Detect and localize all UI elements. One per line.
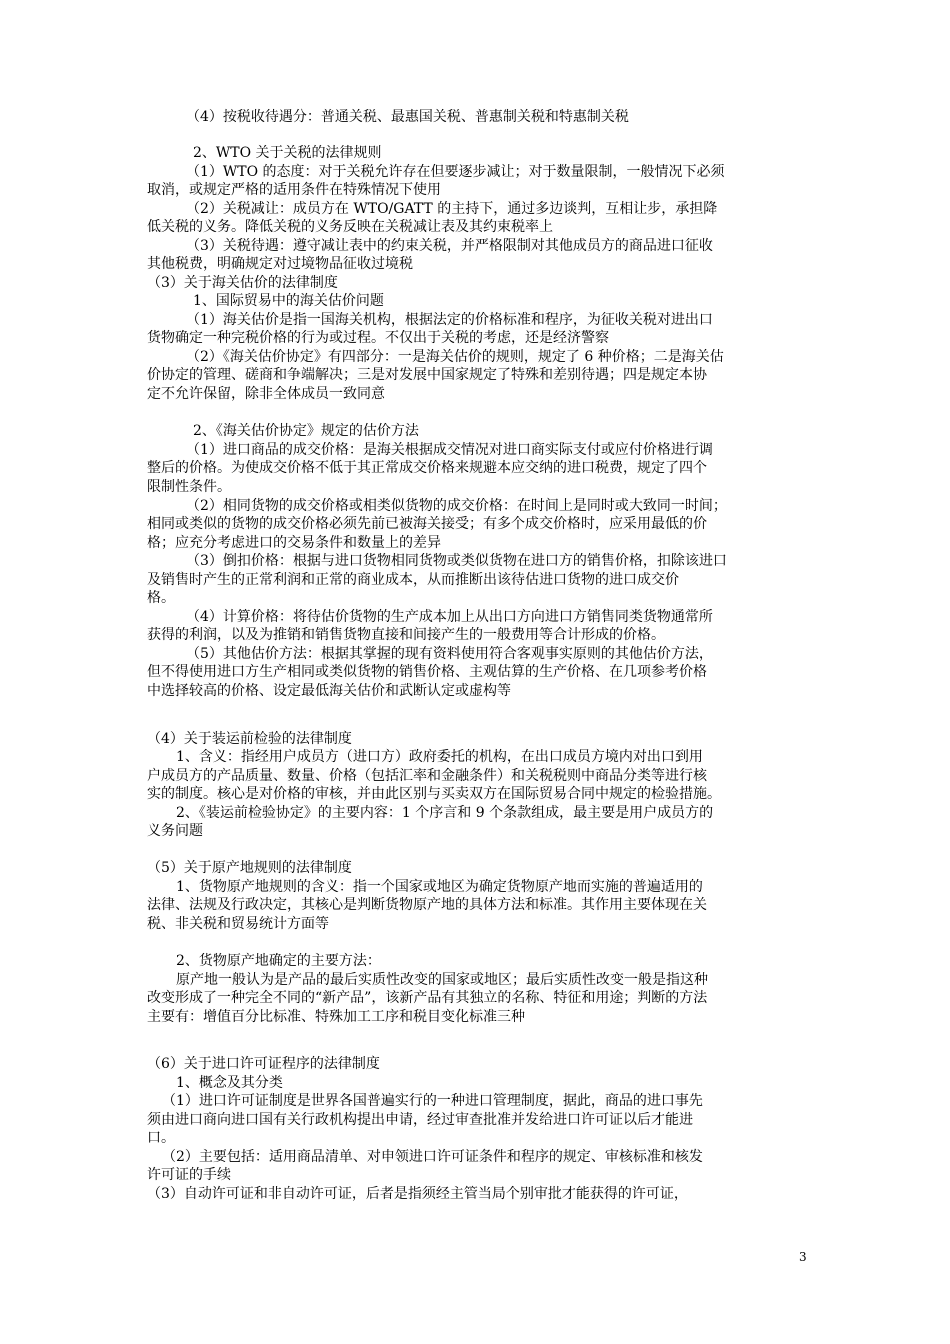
text-line: 获得的利润，以及为推销和销售货物直接和间接产生的一般费用等合计形成的价格。 (147, 627, 665, 643)
text-line: 低关税的义务。降低关税的义务反映在关税减让表及其约束税率上 (147, 219, 553, 235)
text-line: 法律、法规及行政决定，其核心是判断货物原产地的具体方法和标准。其作用主要体现在关 (147, 897, 707, 913)
text-line: （3）关于海关估价的法律制度 (147, 275, 338, 291)
text-line: 须由进口商向进口国有关行政机构提出申请，经过审查批准并发给进口许可证以后才能进 (147, 1112, 693, 1128)
text-line: 税、非关税和贸易统计方面等 (147, 916, 329, 932)
text-line: （6）关于进口许可证程序的法律制度 (147, 1056, 380, 1072)
text-line: 货物确定一种完税价格的行为或过程。不仅出于关税的考虑，还是经济警察 (147, 330, 609, 346)
text-line: （4）计算价格：将待估价货物的生产成本加上从出口方向进口方销售同类货物通常所 (186, 609, 713, 625)
text-line: （2）《海关估价协定》有四部分：一是海关估价的规则，规定了 6 种价格；二是海关估 (186, 349, 724, 365)
text-line: 2、《装运前检验协定》的主要内容：1 个序言和 9 个条款组成，最主要是用户成员方的 (176, 805, 714, 821)
text-line: （1）WTO 的态度：对于关税允许存在但要逐步减让；对于数量限制，一般情况下必须 (186, 164, 725, 180)
text-line: 原产地一般认为是产品的最后实质性改变的国家或地区；最后实质性改变一般是指这种 (176, 972, 708, 988)
text-line: 实的制度。核心是对价格的审核，并由此区别与买卖双方在国际贸易合同中规定的检验措施。 (147, 786, 721, 802)
text-line: 许可证的手续 (147, 1167, 231, 1183)
text-line: （5）其他估价方法：根据其掌握的现有资料使用符合客观事实原则的其他估价方法， (186, 646, 713, 662)
text-line: 口。 (147, 1130, 175, 1146)
text-line: 相同或类似的货物的成交价格必须先前已被海关接受；有多个成交价格时，应采用最低的价 (147, 516, 707, 532)
text-line: 但不得使用进口方生产相同或类似货物的销售价格、主观估算的生产价格、在几项参考价格 (147, 664, 707, 680)
text-line: （4）关于装运前检验的法律制度 (147, 731, 352, 747)
text-line: （4）按税收待遇分：普通关税、最惠国关税、普惠制关税和特惠制关税 (186, 109, 629, 125)
text-line: （2）相同货物的成交价格或相类似货物的成交价格：在时间上是同时或大致同一时间； (186, 498, 727, 514)
text-line: 义务问题 (147, 823, 203, 839)
text-line: （3）倒扣价格：根据与进口货物相同货物或类似货物在进口方的销售价格，扣除该进口 (186, 553, 727, 569)
text-line: 中选择较高的价格、设定最低海关估价和武断认定或虚构等 (147, 683, 511, 699)
text-line: 定不允许保留，除非全体成员一致同意 (147, 386, 385, 402)
text-line: 2、《海关估价协定》规定的估价方法 (193, 423, 419, 439)
text-line: 2、WTO 关于关税的法律规则 (193, 145, 382, 161)
text-line: 户成员方的产品质量、数量、价格（包括汇率和金融条件）和关税税则中商品分类等进行核 (147, 768, 707, 784)
text-line: 其他税费，明确规定对过境物品征收过境税 (147, 256, 413, 272)
text-line: 限制性条件。 (147, 479, 231, 495)
text-line: 主要有：增值百分比标准、特殊加工工序和税目变化标准三种 (147, 1009, 525, 1025)
text-line: 改变形成了一种完全不同的“新产品”，该新产品有其独立的名称、特征和用途；判断的方法 (147, 990, 708, 1006)
text-line: （1）海关估价是指一国海关机构，根据法定的价格标准和程序，为征收关税对进出口 (186, 312, 713, 328)
page-number: 3 (799, 1250, 807, 1264)
text-line: （1）进口商品的成交价格：是海关根据成交情况对进口商实际支付或应付价格进行调 (186, 442, 713, 458)
text-line: 2、货物原产地确定的主要方法： (176, 953, 381, 969)
text-line: 1、国际贸易中的海关估价问题 (193, 293, 384, 309)
text-line: （3）自动许可证和非自动许可证，后者是指须经主管当局个别审批才能获得的许可证， (147, 1186, 688, 1202)
text-line: （3）关税待遇：遵守减让表中的约束关税，并严格限制对其他成员方的商品进口征收 (186, 238, 713, 254)
text-line: 取消，或规定严格的适用条件在特殊情况下使用 (147, 182, 441, 198)
text-line: 格。 (147, 590, 175, 606)
text-line: 及销售时产生的正常利润和正常的商业成本，从而推断出该待估进口货物的进口成交价 (147, 572, 679, 588)
text-line: （1）进口许可证制度是世界各国普遍实行的一种进口管理制度，据此，商品的进口事先 (162, 1093, 703, 1109)
text-line: 整后的价格。为使成交价格不低于其正常成交价格来规避本应交纳的进口税费，规定了四个 (147, 460, 707, 476)
text-line: 1、概念及其分类 (176, 1075, 283, 1091)
text-line: （2）主要包括：适用商品清单、对申领进口许可证条件和程序的规定、审核标准和核发 (162, 1149, 703, 1165)
text-line: 1、含义：指经用户成员方（进口方）政府委托的机构，在出口成员方境内对出口到用 (176, 749, 703, 765)
text-line: 1、货物原产地规则的含义：指一个国家或地区为确定货物原产地而实施的普遍适用的 (176, 879, 703, 895)
text-line: 格；应充分考虑进口的交易条件和数量上的差异 (147, 535, 441, 551)
text-line: （5）关于原产地规则的法律制度 (147, 860, 352, 876)
text-line: 价协定的管理、磋商和争端解决；三是对发展中国家规定了特殊和差别待遇；四是规定本协 (147, 367, 707, 383)
text-line: （2）关税减让：成员方在 WTO/GATT 的主持下，通过多边谈判，互相让步，承担降 (186, 201, 718, 217)
